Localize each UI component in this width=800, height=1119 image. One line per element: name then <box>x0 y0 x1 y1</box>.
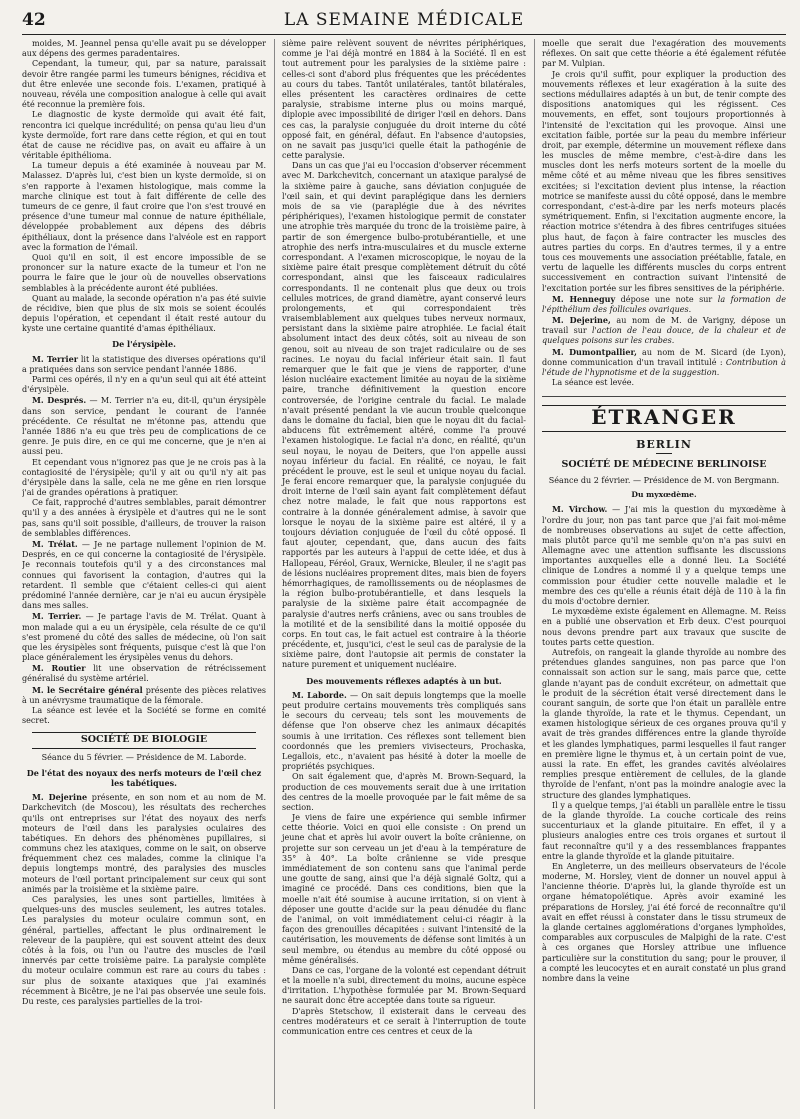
paragraph: On sait également que, d'après M. Brown-Sequard, la production de ces mouvements serait due à une irritation des centres de la moelle provoquée par le fait même de sa section. <box>282 772 526 812</box>
speaker-name: M. Dumontpallier, <box>552 346 637 357</box>
paragraph: D'après Stetschow, il existerait dans le cerveau des centres modérateurs et ce serait à l'interruption de toute communication entre ces centres et ceux de la <box>282 1006 526 1036</box>
session-info: Séance du 2 février. — Présidence de M. von Bergmann. <box>548 475 780 485</box>
paragraph: Je viens de faire une expérience qui semble infirmer cette théorie. Voici en quoi elle consiste : On prend un jeune chat et après lui avoir ouvert la boîte crânienne, on projette sur son cerveau un jet d'eau à la température de 35° à 40°. La boîte crânienne se vide presque immédiatement de son contenu sans que l'animal perde une goutte de sang, ainsi que l'a déjà signalé Goltz, qui a imaginé ce procédé. Dans ces conditions, bien que la moelle n'ait été soumise à aucune irritation, si on vient à déposer une goutte d'acide sur la peau dénudée du flanc de l'animal, on voit immédiatement celui-ci réagir à la façon des grenouilles décapitées : suivant l'intensité de la cautérisation, les mouvements de défense sont limités à un seul membre, ou étendus au membre du côté opposé ou même généralisés. <box>282 813 526 965</box>
paragraph: Dans un cas que j'ai eu l'occasion d'observer récemment avec M. Darkchevitch, concernant un ataxique paralysé de la sixième paire à gauche, sans déviation conjuguée de l'œil sain, et qui devint paraplégique dans les derniers mois de sa vie (paraplégie due à des névrites périphériques), l'examen histologique permit de constater une atrophie très marquée du tronc de la troisième paire, à partir de son émergence bulbo-protubérantielle, et une atrophie des nerfs intra-musculaires et du muscle externe correspondant. A l'examen microscopique, le noyau de la sixième paire était presque complètement détruit du côté correspondant, ainsi que les faisceaux radiculaires correspondants. Il ne contenait plus que deux ou trois cellules motrices, de grand diamètre, ayant conservé leurs prolongements, et qui correspondaient très vraisemblablement aux quelques tubes nerveux normaux, persistant dans la sixième paire atrophiée. Le facial était absolument intact des deux côtés, soit au niveau de son genou, soit au niveau de son trajet radiculaire ou de ses racines. Le noyau du facial inférieur était sain. Il faut remarquer que le fait que je viens de rapporter, d'une lésion nucléaire exactement limitée au noyau de la sixième paire, tranche définitivement la question encore controversée, de l'origine centrale du facial. Le malade n'avait présenté pendant la vie aucun trouble quelconque dans le domaine du facial, bien que le noyau dit du facial-abducens fût extrêmement altéré, comme l'a prouvé l'examen histologique. Le facial n'a donc, en réalité, qu'un seul noyau, le noyau de Deiters, que l'on appelle aussi noyau inférieur du facial. En réalité, ce noyau, le fait précédent le prouve, est le seul et unique noyau du facial. Je ferai encore remarquer que, la paralysie conjuguée du droit interne de l'œil sain ayant fait complètement défaut chez notre malade, le fait que nous rapportons est contraire à la donnée généralement admise, à savoir que lorsque le noyau de la sixième paire est altéré, il y a toujours déviation conjuguée de l'œil du côté opposé. Il faut ajouter, cependant, que, dans aucun des faits rapportés par les auteurs à l'appui de cette idée, et dus à Hallopeau, Féréol, Graux, Wernicke, Bleuler, il ne s'agit pas de lésions nucléaires proprement dites, mais bien de foyers hémorrhagiques, de ramollissements ou de néoplasmes de la région bulbo-protubérantielle, et dans lesquels la paralysie de la sixième paire était accompagnée de paralysie d'autres nerfs crâniens, avec ou sans troubles de la motilité et de la sensibilité dans la moitié opposée du corps. En tout cas, le fait actuel est contraire à la théorie précédente, et, jusqu'ici, c'est le seul cas de paralysie de la sixième paire, dont l'autopsie ait permis de constater la nature purement et uniquement nucléaire. <box>282 161 526 670</box>
paragraph: Le diagnostic de kyste dermoïde qui avait été fait, rencontra ici quelque incrédulité; on pensa qu'au lieu d'un kyste dermoïde, fort rare dans cette région, et qui en tout état de cause ne récidive pas, on avait eu affaire à un véritable épithélioma. <box>22 110 266 161</box>
speaker-name: M. Dejerine, <box>552 315 611 326</box>
city-heading: BERLIN <box>542 440 786 454</box>
paragraph: Quoi qu'il en soit, il est encore impossible de se prononcer sur la nature exacte de la tumeur et l'on ne pourra le faire que le jour où de nouvelles observations semblables à la précédente auront été publiées. <box>22 252 266 293</box>
speaker-name: M. le Secrétaire général <box>32 684 143 695</box>
speaker-paragraph: M. Laborde. — On sait depuis longtemps que la moelle peut produire certains mouvements très compliqués sans le secours du cerveau; tels sont les mouvements de défense que l'on observe chez les animaux décapités soumis à une irritation. Ces réflexes sont tellement bien coordonnés que les premiers vivisecteurs, Prochaska, Legallois, etc., n'avaient pas hésité à doter la moelle de propriétés psychiques. <box>282 689 526 772</box>
paragraph: Parmi ces opérés, il n'y en a qu'un seul qui ait été atteint d'érysipèle. <box>22 375 266 395</box>
speaker-name: M. Trélat. <box>32 539 78 549</box>
paragraph: Je crois qu'il suffit, pour expliquer la production des mouvements réflexes et leur exagération à la suite des sections médullaires adaptés à un but, de tenir compte des dispositions anatomiques qui les régissent. Ces mouvements, en effet, sont toujours proportionnés à l'intensité de l'excitation qui les provoque. Ainsi une excitation faible, portée sur la peau du membre inférieur droit, par exemple, détermine un mouvement réflexe dans les muscles de même membre, c'est-à-dire dans les muscles dont les nerfs moteurs sortent de la moelle du même côté et au même niveau que les fibres sensitives excitées; si l'excitation devient plus intense, la réaction motrice se manifeste aussi du côté opposé, dans le membre correspondant, c'est-à-dire par les nerfs moteurs placés symétriquement. Enfin, si l'excitation augmente encore, la réaction motrice s'étendra à des fibres centrifuges situées plus haut, de façon à faire contracter les muscles des autres parties du corps. En d'autres termes, il y a entre tous ces mouvements une association préétablie, fatale, en vertu de laquelle les différents muscles du corps entrent successivement en contraction suivant l'intensité de l'excitation portée sur les fibres sensitives de la périphérie. <box>542 69 786 293</box>
paragraph: Cependant, la tumeur, qui, par sa nature, paraissait devoir être rangée parmi les tumeurs bénignes, récidiva et dut être enlevée une seconde fois. L'examen, pratiqué à nouveau, révéla une composition analogue à celle qui avait été reconnue la première fois. <box>22 59 266 110</box>
paragraph: Ce fait, rapproché d'autres semblables, parait démontrer qu'il y a des années à érysipèle et d'autres qui ne le sont pas, sans qu'il soit possible, d'ailleurs, de trouver la raison de semblables différences. <box>22 498 266 538</box>
speaker-name: M. Virchow. <box>552 504 608 515</box>
divider <box>542 396 786 397</box>
section-subtitle: Des mouvements réflexes adaptés à un but. <box>306 675 502 686</box>
paragraph: Quant au malade, la seconde opération n'a pas été suivie de récidive, bien que plus de six mois se soient écoulés depuis l'opération, et cependant il était resté autour du kyste une certaine quantité d'amas épithéliaux. <box>22 293 266 334</box>
speaker-name: M. Routier <box>32 663 86 674</box>
paragraph: Et cependant vous n'ignorez pas que je ne crois pas à la contagiosité de l'érysipèle; qu'il y ait ou qu'il n'y ait pas d'érysipèle dans la salle, cela ne me gêne en rien lorsque j'ai de grandes opérations à pratiquer. <box>22 457 266 498</box>
section-subtitle: De l'état des noyaux des nerfs moteurs de l'œil chez les tabétiques. <box>26 767 262 788</box>
speaker-paragraph: M. Trélat. — Je ne partage nullement l'opinion de M. Després, en ce qui concerne la contagiosité de l'érysipèle. Je reconnais toutefois qu'il y a des circonstances mal connues qui favorisent la contagion, d'autres qui la retardent. Il semble que c'étaient celles-ci qui aient prédominé l'année dernière, car je n'ai eu aucun érysipèle dans mes salles. <box>22 539 266 611</box>
paragraph: Autrefois, on rangeait la glande thyroïde au nombre des prétendues glandes sanguines, non pas parce que l'on connaissait son action sur le sang, mais parce que, cette glande n'ayant pas de conduit excréteur, on admettait que le produit de la sécrétion était versé directement dans le courant sanguin, de sorte que l'on était un parallèle entre la glande thyroïde, la rate et le thymus. Cependant, un examen histologique sérieux de ces organes prouva qu'il y avait de très grandes différences entre la glande thyroïde et les glandes lymphatiques, parmi lesquelles il faut ranger en première ligne le thymus et, à un certain point de vue, aussi la rate. En effet, les grandes cavités alvéolaires remplies presque entièrement de cellules, de la glande thyroïde de l'enfant, n'ont pas la moindre analogie avec la structure des glandes lymphatiques. <box>542 647 786 800</box>
work-title: Contribution à l'étude de l'hypnotisme et de la suggestion. <box>542 357 786 377</box>
work-title: l'action de l'eau douce, de la chaleur et de quelques poisons sur les crabes. <box>542 326 786 346</box>
paragraph: Le myxœdème existe également en Allemagne. M. Reiss en a publié une observation et Erb deux. C'est pourquoi nous devons prendre part aux travaux que suscite de toutes parts cette question. <box>542 607 786 647</box>
speaker-paragraph: M. le Secrétaire général présente des pièces relatives à un anévrysme traumatique de la fémorale. <box>22 684 266 705</box>
speaker-paragraph: M. Dejerine présente, en son nom et au nom de M. Darkchevitch (de Moscou), les résultats des recherches qu'ils ont entreprises sur l'état des noyaux des nerfs moteurs de l'œil dans les paralysies oculaires des tabétiques. En dehors des phénomènes pupillaires, si communs chez les ataxiques, comme on le sait, on observe fréquemment chez ces malades, comme la clinique l'a depuis longtemps montré, des paralysies des muscles moteurs de l'œil portant principalement sur ceux qui sont animés par la troisième et la sixième paire. <box>22 792 266 894</box>
page-number: 42 <box>22 10 46 30</box>
speaker-name: M. Terrier. <box>32 611 82 622</box>
section-heading-etranger: ÉTRANGER <box>542 405 786 431</box>
speaker-paragraph: M. Dejerine, au nom de M. de Varigny, dépose un travail sur l'action de l'eau douce, de la chaleur et de quelques poisons sur les crabes. <box>542 315 786 346</box>
speaker-paragraph: M. Terrier lit la statistique des diverses opérations qu'il a pratiquées dans son service pendant l'année 1886. <box>22 353 266 374</box>
speaker-name: M. Terrier <box>32 353 78 364</box>
column-1 <box>22 39 266 1109</box>
speaker-paragraph: M. Virchow. — J'ai mis la question du myxœdème à l'ordre du jour, non pas tant parce que j'ai fait moi-même de nombreuses observations au sujet de cette affection, mais plutôt parce qu'il me semble qu'on n'a pas suivi en Allemagne avec une attention suffisante les discussions importantes auxquelles elle a donné lieu. La Société clinique de Londres a nommé il y a quelque temps une commission pour étudier cette nouvelle maladie et le membre des ces qu'elle a réunis était déjà de 110 à la fin du mois d'octobre dernier. <box>542 504 786 606</box>
speaker-paragraph: M. Routier lit une observation de rétrécissement généralisé du système artériel. <box>22 663 266 684</box>
page-header <box>22 6 786 35</box>
session-info: Séance du 5 février. — Présidence de M. Laborde. <box>41 752 247 762</box>
paragraph: Dans ce cas, l'organe de la volonté est cependant détruit et la moelle n'a subi, directement du moins, aucune espèce d'irritation. L'hypothèse formulée par M. Brown-Sequard ne saurait donc être acceptée dans toute sa rigueur. <box>282 965 526 1006</box>
section-subtitle: De l'érysipèle. <box>112 339 176 350</box>
paragraph: moelle que serait due l'exagération des mouvements réflexes. On sait que cette théorie a été également réfutée par M. Vulpian. <box>542 39 786 69</box>
paragraph: sième paire relèvent souvent de névrites périphériques, comme je l'ai déjà montré en 1884 à la Société. Il en est tout autrement pour les paralysies de la sixième paire : celles-ci sont d'abord plus fréquentes que les précédentes au cours du tabes. Tantôt unilatérales, tantôt bilatérales, elles présentent les caractères ordinaires de cette paralysie, strabisme interne plus ou moins marqué, diplopie avec impossibilité de diriger l'œil en dehors. Dans ces cas, la paralysie conjuguée du droit interne du côté opposé fait, en général, défaut. En l'absence d'autopsies, on ne savait pas jusqu'ici quelle était la pathogénie de cette paralysie. <box>282 39 526 161</box>
paragraph: Il y a quelque temps, j'ai établi un parallèle entre le tissu de la glande thyroïde. La couche corticale des reins succenturiaux et la glande pituitaire. En effet, il y a plusieurs analogies entre ces trois organes et surtout il faut reconnaître qu'il y a des ressemblances frappantes entre la glande thyroïde et la glande pituitaire. <box>542 800 786 861</box>
paragraph: La séance est levée et la Société se forme en comité secret. <box>22 706 266 726</box>
society-heading: SOCIÉTÉ DE BIOLOGIE <box>32 732 256 748</box>
speaker-name: M. Després. <box>32 395 87 406</box>
speaker-paragraph: M. Terrier. — Je partage l'avis de M. Trélat. Quant à mon malade qui a eu un érysipèle, cela résulte de ce qu'il s'est promené du côté des salles de médecine, où l'on sait que les érysipèles sont fréquents, puisque c'est là que l'on place généralement les érysipèles venus du dehors. <box>22 611 266 663</box>
paragraph: Ces paralysies, les unes sont partielles, limitées à quelques-uns des muscles seulement, les autres totales. Les paralysies du moteur oculaire commun sont, en général, partielles, affectant le plus ordinairement le releveur de la paupière, qui est souvent atteint des deux côtés à la fois, ou l'un ou l'autre des muscles de l'œil innervés par cette troisième paire. La paralysie complète du moteur oculaire commun est rare au cours du tabes : sur plus de soixante ataxiques que j'ai examinés récemment à Bicêtre, je ne l'ai pas observée une seule fois. Du reste, ces paralysies partielles de la troi- <box>22 895 266 1006</box>
section-subtitle: Du myxœdème. <box>631 490 697 500</box>
speaker-name: M. Henneguy <box>552 293 616 304</box>
society-heading: SOCIÉTÉ DE MÉDECINE BERLINOISE <box>561 458 767 470</box>
speaker-name: M. Dejerine <box>32 792 88 803</box>
text-columns <box>22 39 786 1109</box>
paragraph: moides, M. Jeannel pensa qu'elle avait pu se développer aux dépens des germes paradentaires. <box>22 39 266 59</box>
paragraph: La tumeur depuis a été examinée à nouveau par M. Malassez. D'après lui, c'est bien un kyste dermoïde, si on s'en rapporte à l'examen histologique, mais comme la marche clinique est tout à fait différente de celle des tumeurs de ce genre, il faut croire que l'on s'est trouvé en présence d'une tumeur mal connue de nature épithéliale, développée probablement aux dépens des débris épithéliaux, dont la présence dans l'alvéole est en rapport avec la formation de l'émail. <box>22 161 266 252</box>
paragraph: La séance est levée. <box>552 378 635 388</box>
work-title: la formation de l'épithélium des follicules ovariques. <box>542 294 786 314</box>
column-3 <box>534 39 786 1109</box>
speaker-name: M. Laborde. <box>292 689 347 700</box>
speaker-paragraph: M. Henneguy dépose une note sur la formation de l'épithélium des follicules ovariques. <box>542 293 786 314</box>
speaker-paragraph: M. Dumontpallier, au nom de M. Sicard (de Lyon), donne communication d'un travail intitulé : Contribution à l'étude de l'hypnotisme et de la suggestion. <box>542 346 786 377</box>
column-2 <box>274 39 526 1109</box>
paragraph: En Angleterre, un des meilleurs observateurs de l'école moderne, M. Horsley, vient de donner un nouvel appui à l'ancienne théorie. D'après lui, la glande thyroïde est un organe hématopoïétique. Après avoir examiné les préparations de Horsley, j'ai été forcé de reconnaître qu'il avait en effet réussi à constater dans le tissu strumeux de la glande certaines agglomérations d'organes lymphoïdes, comparables aux corpuscules de Malpighi de la rate. C'est à ces organes que Horsley attribue une influence particulière sur la constitution du sang; pour le prouver, il a compté les leucocytes et en aurait constaté un plus grand nombre dans la veine <box>542 861 786 983</box>
speaker-paragraph: M. Després. — M. Terrier n'a eu, dit-il, qu'un érysipèle dans son service, pendant le courant de l'année précédente. Ce résultat ne m'étonne pas, attendu que l'année 1886 n'a eu que très peu de complications de ce genre. Je puis dire, en ce qui me concerne, que je n'en ai aussi peu. <box>22 395 266 457</box>
journal-title: LA SEMAINE MÉDICALE <box>283 10 525 30</box>
